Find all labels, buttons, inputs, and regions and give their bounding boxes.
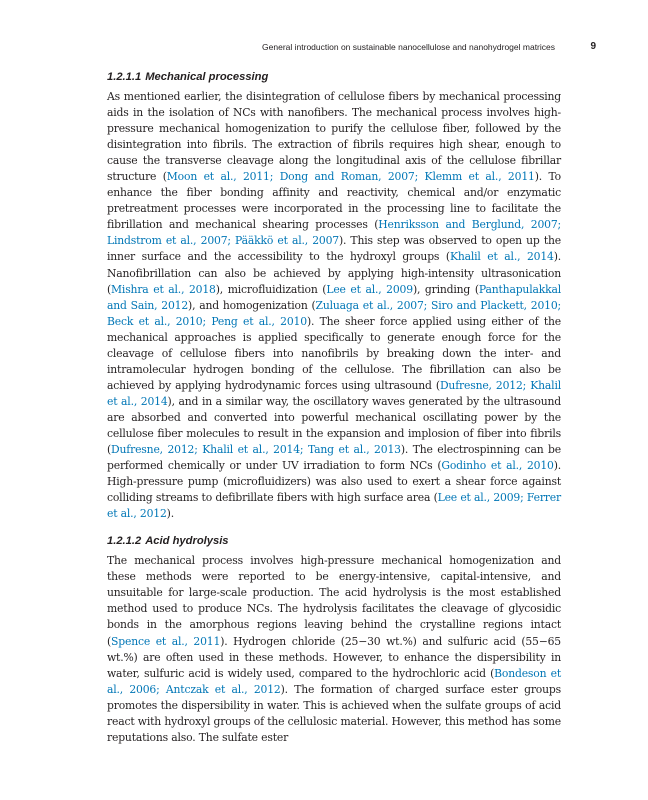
citation-link[interactable]: Bondeson et al., 2006; Antczak et al., 2012 (107, 666, 561, 696)
citation-link[interactable]: Mishra et al., 2018 (111, 282, 216, 296)
paragraph-text: ), and in a similar way, the oscillatory waves generated by the ultrasound are absorbed and converted into powerful mechanical oscillating power by the cellulose fiber molecules to result in the expansion and implosion of fiber into fibrils ( (107, 394, 561, 457)
running-title: General introduction on sustainable nanocellulose and nanohydrogel matrices (262, 42, 555, 52)
citation-link[interactable]: Moon et al., 2011; Dong and Roman, 2007; Klemm et al., 2011 (166, 170, 535, 184)
paragraph-text: ). To enhance the fiber bonding affinity and reactivity, chemical and/or enzymatic pretreatment processes were incorporated in the processing line to facilitate the fibrillation and mechanical shearing processes ( (107, 170, 561, 232)
citation-link[interactable]: Khalil et al., 2014 (449, 250, 554, 264)
paragraph-text: ), and homogenization ( (188, 298, 316, 312)
section-acid-hydrolysis (107, 534, 561, 746)
paragraph-text: ), grinding ( (412, 282, 479, 296)
body-paragraph (107, 553, 561, 746)
section-title: Acid hydrolysis (145, 535, 229, 548)
section-heading (107, 70, 561, 85)
paragraph-text: ). The electrospinning can be performed chemically or under UV irradiation to form NCs ( (107, 443, 561, 473)
paragraph-text: The mechanical process involves high-pressure mechanical homogenization and these methods were reported to be energy-intensive, capital-intensive, and unsuitable for large-scale production. The acid hydrolysis is the most established method used to produce NCs. The hydrolysis facilitates the cleavage of glycosidic bonds in the amorphous regions leaving behind the crystalline regions intact ( (107, 554, 561, 648)
section-title: Mechanical processing (145, 71, 269, 83)
paragraph-text: ). Hydrogen chloride (25−30 wt.%) and sulfuric acid (55−65 wt.%) are often used in these methods. However, to enhance the dispersibility in water, sulfuric acid is widely used, compared to the hydrochloric acid ( (107, 634, 561, 680)
paragraph-text: ). The formation of charged surface ester groups promotes the dispersibility in water. This is achieved when the sulfate groups of acid react with hydroxyl groups of the cellulosic material. However, this method has some reputations also. The sulfate ester (107, 682, 561, 744)
citation-link[interactable]: Dufresne, 2012; Khalil et al., 2014 (107, 378, 562, 408)
section-mechanical-processing (107, 70, 561, 522)
paragraph-text: ). The sheer force applied using either of the mechanical approaches is applied specifically to generate enough force for the cleavage of cellulose fibers into nanofibrils by breaking down the inter- and intramolecular hydrogen bonding of the cellulose. The fibrillation can also be achieved by applying hydrodynamic forces using ultrasound ( (107, 314, 561, 392)
paragraph-text: ). (166, 507, 174, 521)
body-paragraph (107, 89, 561, 522)
citation-link[interactable]: Henriksson and Berglund, 2007; Lindstrom et al., 2007; Pääkkö et al., 2007 (107, 218, 561, 248)
citation-link[interactable]: Panthapulakkal and Sain, 2012 (107, 282, 561, 312)
citation-link[interactable]: Spence et al., 2011 (111, 634, 221, 648)
citation-link[interactable]: Lee et al., 2009; Ferrer et al., 2012 (107, 491, 561, 521)
page-number: 9 (590, 41, 596, 52)
paragraph-text: ). This step was observed to open up the inner surface and the accessibility to the hydroxyl groups ( (107, 234, 561, 264)
citation-link[interactable]: Dufresne, 2012; Khalil et al., 2014; Tang et al., 2013 (111, 443, 401, 457)
paragraph-text: ), microfluidization ( (215, 282, 327, 296)
running-head (0, 42, 648, 56)
section-heading (107, 534, 561, 549)
citation-link[interactable]: Lee et al., 2009 (326, 282, 413, 296)
section-number: 1.2.1.1 (107, 71, 142, 83)
paragraph-text: As mentioned earlier, the disintegration of cellulose fibers by mechanical processing aids in the isolation of NCs with nanofibers. The mechanical process involves high-pressure mechanical homogenization to purify the cellulose fiber, followed by the disintegration into fibrils. The extraction of fibrils requires high shear, enough to cause the transverse cleavage along the longitudinal axis of the cellulose fibrillar structure ( (107, 90, 561, 184)
paragraph-text: ). Nanofibrillation can also be achieved by applying high-intensity ultrasonication ( (107, 250, 561, 296)
section-number: 1.2.1.2 (107, 535, 142, 548)
citation-link[interactable]: Godinho et al., 2010 (441, 459, 554, 473)
body-content (107, 70, 561, 746)
citation-link[interactable]: Zuluaga et al., 2007; Siro and Plackett, 2010; Beck et al., 2010; Peng et al., 2010 (107, 298, 561, 328)
paragraph-text: ). High-pressure pump (microfluidizers) was also used to exert a shear force against colliding streams to defibrillate fibers with high surface area ( (107, 459, 561, 505)
